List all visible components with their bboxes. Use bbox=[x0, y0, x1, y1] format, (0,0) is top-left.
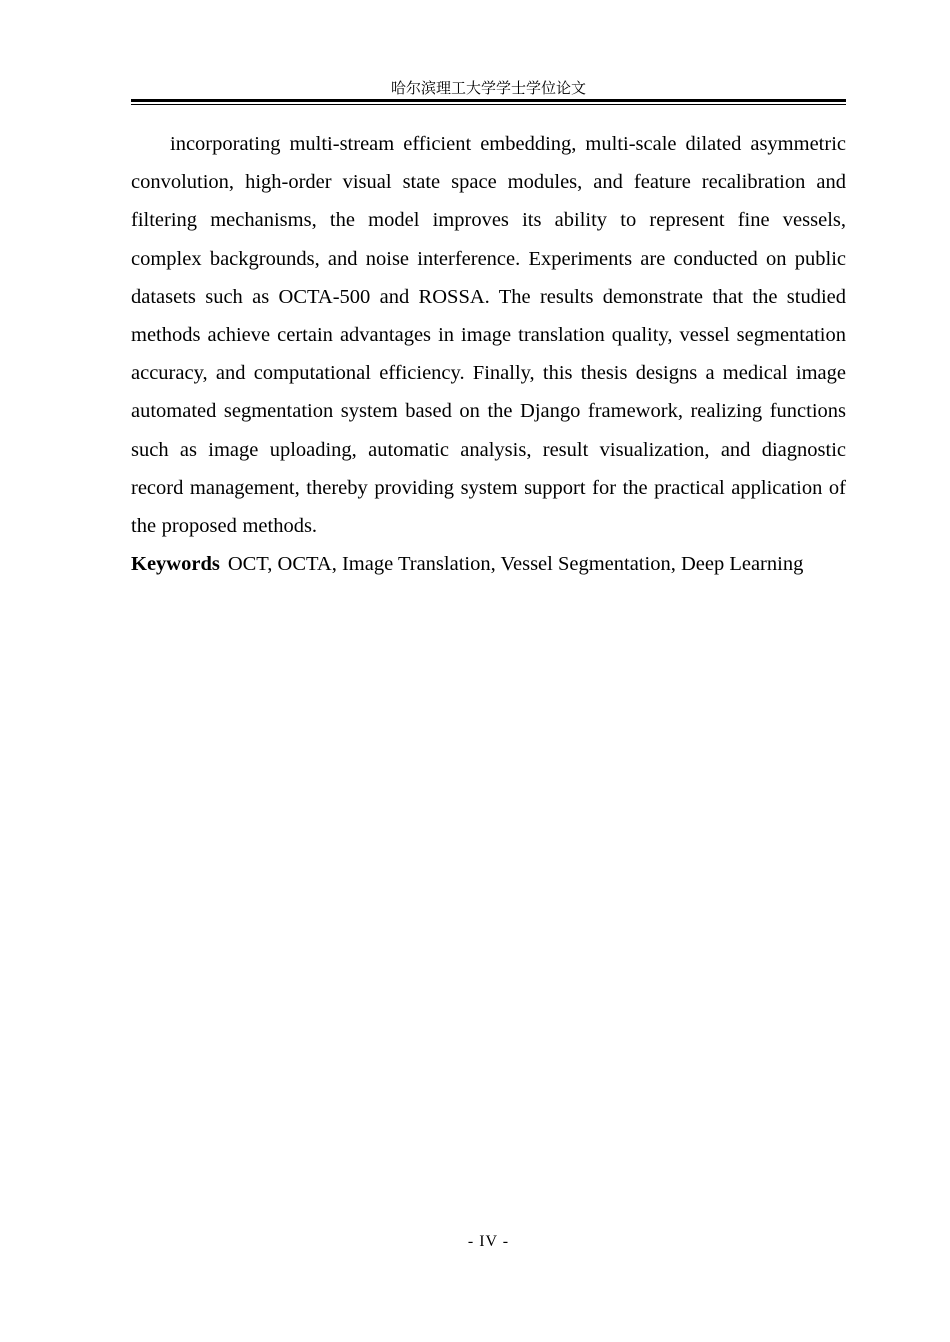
header-rule-thin bbox=[131, 104, 846, 105]
page-number: - IV - bbox=[467, 1233, 510, 1250]
keywords-line bbox=[131, 545, 846, 583]
keywords-label: Keywords bbox=[131, 553, 220, 576]
running-header: 哈尔滨理工大学学士学位论文 bbox=[390, 79, 586, 97]
keywords-value: OCT, OCTA, Image Translation, Vessel Segmentation, Deep Learning bbox=[227, 553, 804, 576]
abstract-paragraph: incorporating multi-stream efficient embedding, multi-scale dilated asymmetric convolution, high-order visual state space modules, and feature recalibration and filtering mechanisms, the model improves its ability to represent fine vessels, complex backgrounds, and noise interference. Experiments are conducted on public datasets such as OCTA-500 and ROSSA. The results demonstrate that the studied methods achieve certain advantages in image translation quality, vessel segmentation accuracy, and computational efficiency. Finally, this thesis designs a medical image automated segmentation system based on the Django framework, realizing functions such as image uploading, automatic analysis, result visualization, and diagnostic record management, thereby providing system support for the practical application of the proposed methods. bbox=[131, 133, 846, 538]
header-rule-thick bbox=[131, 99, 846, 102]
abstract-body bbox=[131, 125, 846, 583]
